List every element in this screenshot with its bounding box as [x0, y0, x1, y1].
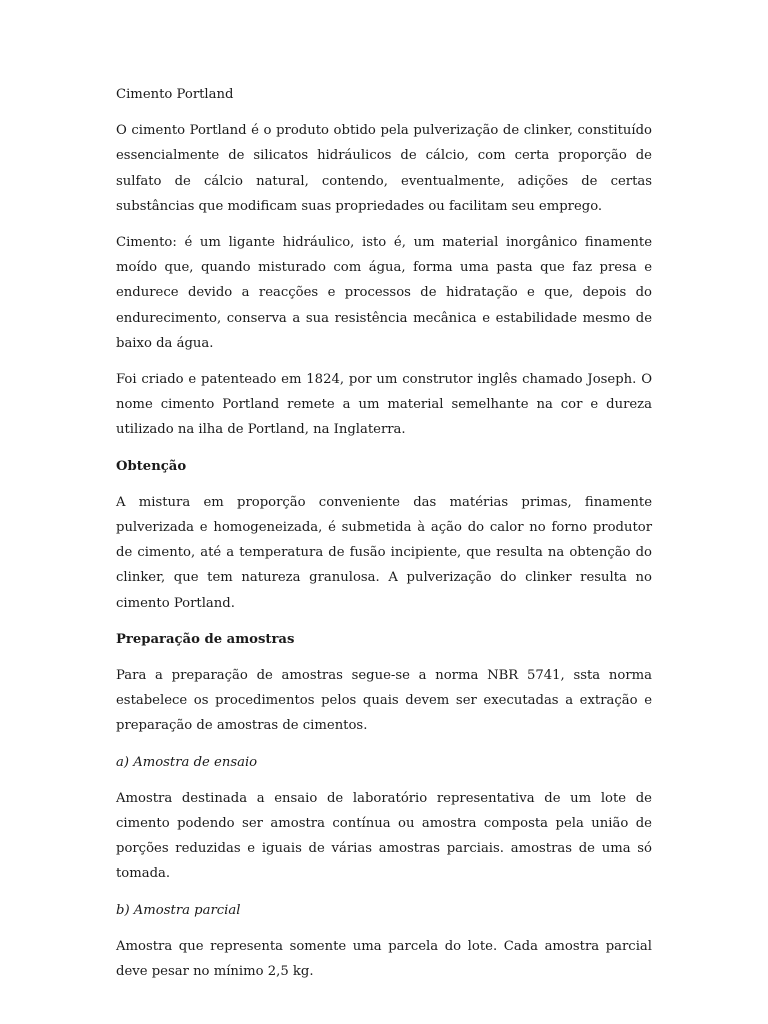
intro-paragraph-2: Cimento: é um ligante hidráulico, isto é, um material inorgânico finamente moído que, quando misturado com água, forma uma pasta que faz presa e endurece devido a reacções e processos de hidratação e que, depois do endurecimento, conserva a sua resistência mecânica e estabilidade mesmo de baixo da água.	[116, 235, 652, 351]
amostra-parcial-paragraph: Amostra que representa somente uma parcela do lote. Cada amostra parcial deve pesar no mínimo 2,5 kg.	[116, 938, 652, 980]
subsection-heading-amostra-ensaio: a) Amostra de ensaio	[116, 754, 258, 770]
amostra-ensaio-paragraph: Amostra destinada a ensaio de laboratório representativa de um lote de cimento podendo ser amostra contínua ou amostra composta pela união de porções reduzidas e iguais de várias amostras parciais. amostras de uma só tomada.	[116, 790, 652, 882]
intro-paragraph-1: O cimento Portland é o produto obtido pela pulverização de clinker, constituído essencialmente de silicatos hidráulicos de cálcio, com certa proporção de sulfato de cálcio natural, contendo, eventualmente, adições de certas substâncias que modificam suas propriedades ou facilitam seu emprego.	[116, 123, 652, 214]
section-heading-preparacao: Preparação de amostras	[116, 631, 295, 647]
preparacao-paragraph: Para a preparação de amostras segue-se a norma NBR 5741, ssta norma estabelece os procedimentos pelos quais devem ser executadas a extração e preparação de amostras de cimentos.	[116, 668, 652, 734]
intro-paragraph-3: Foi criado e patenteado em 1824, por um construtor inglês chamado Joseph. O nome cimento Portland remete a um material semelhante na cor e dureza utilizado na ilha de Portland, na Inglaterra.	[116, 372, 652, 438]
document-title: Cimento Portland	[116, 87, 234, 102]
subsection-heading-amostra-parcial: b) Amostra parcial	[116, 902, 241, 918]
obtencao-paragraph: A mistura em proporção conveniente das matérias primas, finamente pulverizada e homogeneizada, é submetida à ação do calor no forno produtor de cimento, até a temperatura de fusão incipiente, que resulta na obtenção do clinker, que tem natureza granulosa. A pulverização do clinker resulta no cimento Portland.	[116, 494, 652, 611]
document-page	[116, 82, 652, 995]
section-heading-obtencao: Obtenção	[116, 458, 187, 474]
